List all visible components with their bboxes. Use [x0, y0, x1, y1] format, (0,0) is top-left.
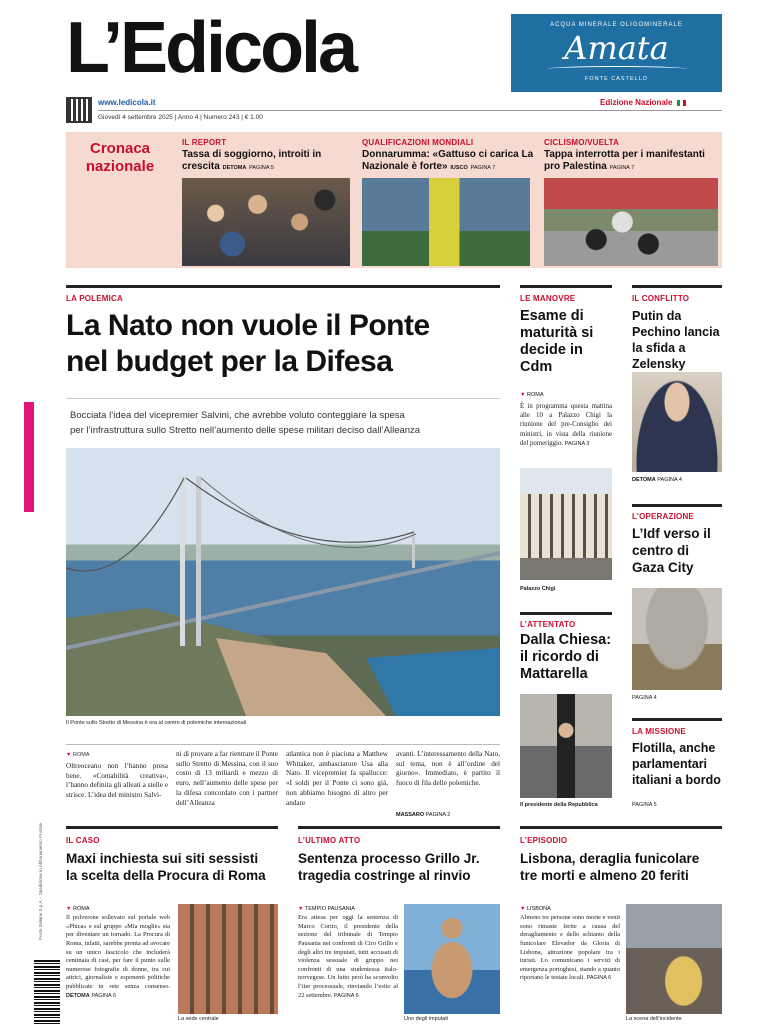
episodio-text	[520, 914, 620, 1020]
episodio-headline-line2: tre morti e almeno 20 feriti	[520, 868, 689, 883]
manovre-place-text: ROMA	[526, 392, 544, 398]
lead-headline-line1: La Nato non vuole il Ponte	[66, 309, 430, 342]
ad-top-text: ACQUA MINERALE OLIGOMINERALE	[550, 22, 683, 28]
caso-place-text: ROMA	[72, 906, 90, 912]
missione-page: PAGINA 5	[632, 802, 657, 808]
ultimo-atto-headline[interactable]	[298, 850, 500, 884]
episodio-caption: La scena dell’incidente	[626, 1016, 682, 1022]
lead-subtitle-divider	[66, 398, 500, 399]
manovre-text	[520, 402, 612, 448]
lead-headline[interactable]	[66, 308, 430, 380]
conflitto-page: PAGINA 4	[657, 477, 682, 483]
ultimo-atto-kicker: L’ULTIMO ATTO	[298, 836, 361, 845]
conflitto-source: DETOMA	[632, 477, 656, 483]
lead-col3: atlantica non è piaciuta a Matthew Whitaker, ambasciatore Usa alla Nato. Il vicepremier fa spallucce: «I soldi per il Ponte ci sono già, non abbiamo bisogno di altro per andare	[286, 750, 388, 807]
headline-text: Donnarumma: «Gattuso ci carica La Nazionale è forte»	[362, 149, 534, 172]
sky-area	[520, 468, 612, 494]
location-pin-icon: ▼	[520, 906, 526, 912]
cronaca-item-qualificazioni[interactable]	[362, 138, 534, 172]
edition-text: Edizione Nazionale	[600, 98, 673, 107]
cronaca-label	[70, 140, 170, 176]
headline	[362, 149, 534, 172]
street-area	[520, 558, 612, 580]
website-link[interactable]: www.ledicola.it	[98, 98, 156, 107]
caso-body: Il polverone sollevato sul portale web «Phica» e sul gruppo «Mia moglie» sta per diventare un tornado. La Procura di Roma, infatti, sarebbe pronta ad avocare su un unico fascicolo che includerà centinaia di casi, per fare il punto sulle numerose fotografie di donne, tra cui attrici, giornaliste e esponenti politiche pubblicate in rete senza consenso.	[66, 914, 170, 991]
cronaca-item-vuelta[interactable]	[544, 138, 718, 172]
source: DETOMA	[222, 164, 247, 171]
operazione-kicker: L’OPERAZIONE	[632, 512, 694, 521]
operazione-headline[interactable]: L’Idf verso il centro di Gaza City	[632, 526, 711, 575]
caso-text	[66, 914, 170, 1020]
page-ref: PAGINA 7	[470, 164, 496, 171]
manovre-kicker: LE MANOVRE	[520, 294, 576, 303]
lead-byline	[396, 812, 450, 818]
lead-subtitle	[70, 408, 500, 438]
episodio-place-text: LISBONA	[526, 906, 551, 912]
lead-author: MASSARO	[396, 812, 425, 818]
caso-rule	[66, 826, 278, 829]
missione-headline[interactable]: Flotilla, anche parlamentari italiani a bordo	[632, 741, 721, 787]
operazione-rule	[632, 504, 722, 507]
barcode-icon	[34, 960, 60, 1024]
masthead	[66, 8, 506, 96]
goalkeeper-photo	[362, 178, 530, 266]
missione-rule	[632, 718, 722, 721]
manovre-rule	[520, 285, 612, 288]
ultimo-atto-headline-line2: tragedia costringe al rinvio	[298, 868, 471, 883]
manovre-headline[interactable]: Esame di maturità si decide in Cdm	[520, 308, 594, 375]
lead-col1: Oltreoceano non l’hanno presa bene. «Contabilità creativa», l’hanno definita gli alleati a stelle e strisce. L’idea del ministro Salvi-	[66, 762, 168, 800]
manovre-caption: Palazzo Chigi	[520, 586, 556, 592]
lead-photo-caption: Il Ponte sullo Stretto di Messina è ora al centro di polemiche internazionali	[66, 720, 247, 726]
issue-number: Numero 243	[203, 114, 240, 121]
amata-ad[interactable]	[511, 14, 722, 92]
ultimo-atto-rule	[298, 826, 500, 829]
kicker: CICLISMO/VUELTA	[544, 138, 620, 147]
manovre-place	[520, 392, 543, 398]
lead-subtitle-line2: per l’infrastruttura sullo Stretto nell’aumento delle spese militari deciso dall’Alleanza	[70, 425, 421, 436]
cronaca-label-1: Cronaca	[89, 140, 151, 157]
lead-place-text: ROMA	[72, 752, 90, 758]
gaza-city-photo	[632, 588, 722, 690]
conflitto-kicker: IL CONFLITTO	[632, 294, 690, 303]
issue-info: Giovedì 4 settembre 2025 | Anno 4 | Numero 243 | € 1.00	[98, 114, 263, 121]
headline	[182, 149, 352, 172]
ultimo-atto-text	[298, 914, 398, 1020]
tourists-crowd-photo	[182, 178, 350, 266]
headline-text: Tappa interrotta per i manifestanti pro Palestina	[544, 149, 705, 172]
attentato-caption: Il presidente della Repubblica	[520, 802, 598, 808]
issue-price: € 1.00	[244, 114, 263, 121]
italy-flag-icon	[677, 100, 686, 106]
ultimo-atto-place-text: TEMPIO PAUSANIA	[304, 906, 355, 912]
manovre-body: È in programma questa mattina alle 10 a Palazzo Chigi la riunione del pre-Consiglio dei ministri, in vista della riunione del pomeriggio.	[520, 403, 612, 447]
location-pin-icon: ▼	[66, 906, 72, 912]
ad-brand: Amata	[564, 29, 669, 67]
source: IUSCO	[450, 164, 468, 171]
ultimo-atto-place	[298, 906, 355, 912]
episodio-headline[interactable]	[520, 850, 722, 884]
conflitto-rule	[632, 285, 722, 288]
cronaca-label-2: nazionale	[85, 158, 155, 175]
episodio-kicker: L’EPISODIO	[520, 836, 568, 845]
caso-headline-line2: la scelta della Procura di Roma	[66, 868, 266, 883]
caso-place	[66, 906, 89, 912]
lead-place	[66, 752, 89, 758]
kicker: QUALIFICAZIONI MONDIALI	[362, 138, 474, 147]
attentato-rule	[520, 612, 612, 615]
mattarella-ceremony-photo	[520, 694, 612, 798]
edition-label	[600, 98, 686, 107]
lead-kicker: LA POLEMICA	[66, 294, 124, 303]
masthead-divider	[98, 110, 722, 111]
episodio-place	[520, 906, 551, 912]
headline-text: Tassa di soggiorno, introiti in crescita	[182, 149, 322, 172]
lead-rule	[66, 285, 500, 288]
episodio-headline-line1: Lisbona, deraglia funicolare	[520, 851, 700, 866]
conflitto-headline[interactable]: Putin da Pechino lancia la sfida a Zelensky	[632, 309, 720, 371]
defendant-photo	[404, 904, 500, 1014]
lead-page: PAGINA 2	[425, 812, 451, 818]
issue-date: Giovedì 4 settembre 2025	[98, 114, 173, 121]
postal-side-note: Poste Italiane S.p.A. - Spedizione in Abbonamento Postale	[38, 822, 43, 940]
location-pin-icon: ▼	[298, 906, 304, 912]
strait-bridge-photo[interactable]	[66, 448, 500, 716]
operazione-page: PAGINA 4	[632, 695, 657, 701]
ultimo-atto-body: Era attesa per oggi la sentenza di Marco Corito, il presidente della sezione del tribunale di Tempio Pausania nei confronti di Ciro Grillo e degli altri tre imputati, tutti accusati di violenza sessuale di gruppo nei confronti di una studentessa italo-norvegese. Un lutto però ha sconvolto l’iter processuale, rinviando l’esito al 22 settembre.	[298, 914, 398, 999]
putin-photo	[632, 372, 722, 472]
location-pin-icon: ▼	[520, 392, 526, 398]
ad-bottom-text: FONTE CASTELLO	[585, 76, 648, 82]
page-ref: PAGINA 7	[609, 164, 635, 171]
pink-margin-marker	[24, 402, 34, 512]
caso-headline-line1: Maxi inchiesta sui siti sessisti	[66, 851, 259, 866]
ultimo-atto-page: PAGINA 6	[334, 992, 359, 999]
lead-body-divider	[66, 744, 500, 745]
procura-building-photo	[178, 904, 278, 1014]
palazzo-chigi-photo	[520, 468, 612, 580]
missione-kicker: LA MISSIONE	[632, 727, 686, 736]
manovre-page: PAGINA 3	[564, 440, 590, 447]
conflitto-byline	[632, 477, 682, 483]
headline	[544, 149, 718, 172]
attentato-headline[interactable]: Dalla Chiesa: il ricordo di Mattarella	[520, 632, 612, 682]
episodio-page: PAGINA 6	[586, 975, 612, 982]
caso-page: PAGINA 6	[91, 992, 117, 999]
lead-subtitle-line1: Bocciata l’idea del vicepremier Salvini, che avrebbe voluto conteggiare la spesa	[70, 410, 405, 421]
ultimo-atto-caption: Uno degli imputati	[404, 1016, 449, 1022]
qr-code-icon	[66, 97, 92, 123]
caso-kicker: IL CASO	[66, 836, 100, 845]
caso-caption: La sede centrale	[178, 1016, 219, 1022]
page-ref: PAGINA 5	[249, 164, 274, 171]
attentato-kicker: L’ATTENTATO	[520, 620, 576, 629]
lead-col4: avanti. L’interessamento della Nato, sul tema, non è all’ordine del giorno». Immediato, è partito il fuoco di fila delle polemiche.	[396, 750, 500, 788]
cronaca-item-report[interactable]	[182, 138, 352, 172]
episodio-rule	[520, 826, 722, 829]
bridge-illustration	[66, 448, 500, 716]
newspaper-title[interactable]: L’Edicola	[66, 8, 356, 88]
issue-year: Anno 4	[177, 114, 199, 121]
lead-headline-line2: nel budget per la Difesa	[66, 345, 393, 378]
cyclists-protest-photo	[544, 178, 718, 266]
caso-source: DETOMA	[66, 992, 90, 999]
ultimo-atto-headline-line1: Sentenza processo Grillo Jr.	[298, 851, 480, 866]
kicker: IL REPORT	[182, 138, 227, 147]
caso-headline[interactable]	[66, 850, 278, 884]
funicular-crash-photo	[626, 904, 722, 1014]
episodio-body: Almeno tre persone sono morte e venti sono rimaste ferite a causa del deragliamento e dello schianto della funicolare Elevador da Gloria di Lisbona, attrazione popolare tra i turisti. Lo comunicano i servizi di emergenza portoghesi, stando a quanto riportano le testate locali.	[520, 914, 620, 982]
lead-col2: ni di provare a far rientrare il Ponte sullo Stretto di Messina, con il suo costo di 13 miliardi e mezzo di euro, nell’aumento delle spese per la difesa concordato con i partner dell’Alleanza	[176, 750, 278, 807]
location-pin-icon: ▼	[66, 752, 72, 758]
